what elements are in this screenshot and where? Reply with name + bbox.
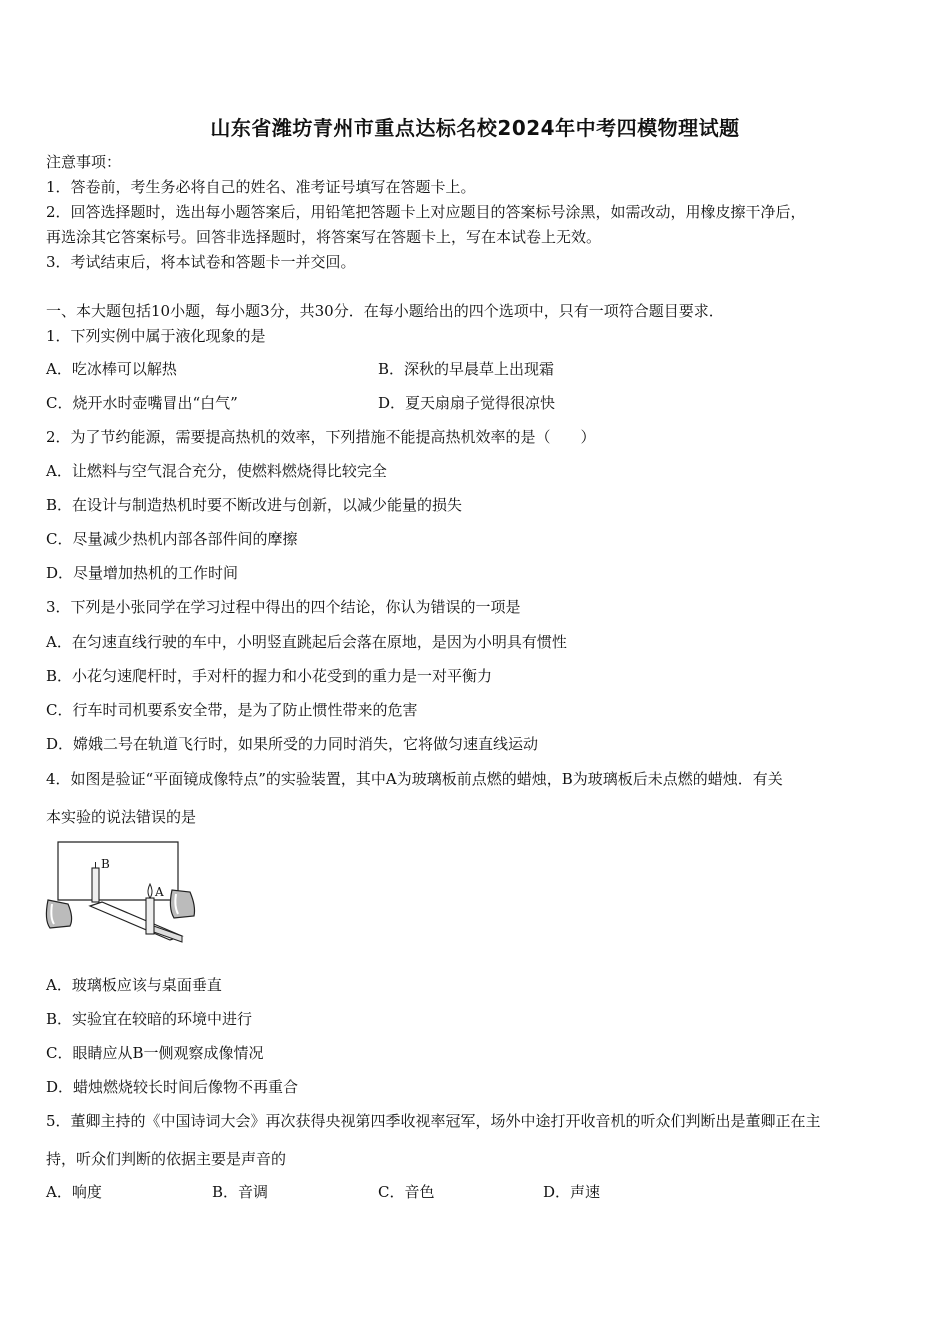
q1-option-a: A．吃冰棒可以解热 — [46, 360, 177, 378]
left-stand — [46, 900, 71, 928]
q5-stem-line-1: 5．董卿主持的《中国诗词大会》再次获得央视第四季收视率冠军，场外中途打开收音机的听众们判断出是董卿正在主 — [46, 1112, 821, 1130]
q2-stem: 2．为了节约能源，需要提高热机的效率，下列措施不能提高热机效率的是（ ） — [46, 428, 596, 446]
q1-option-b: B．深秋的早晨草上出现霜 — [378, 360, 555, 378]
q5-option-a: A．响度 — [46, 1183, 102, 1201]
q3-stem: 3．下列是小张同学在学习过程中得出的四个结论，你认为错误的一项是 — [46, 598, 521, 616]
q4-option-a: A．玻璃板应该与桌面垂直 — [46, 976, 222, 994]
q1-option-c: C．烧开水时壶嘴冒出“白气” — [46, 394, 238, 412]
q3-option-d: D．嫦娥二号在轨道飞行时，如果所受的力同时消失，它将做匀速直线运动 — [46, 735, 539, 753]
notice-heading: 注意事项： — [46, 153, 122, 171]
q3-option-b: B．小花匀速爬杆时，手对杆的握力和小花受到的重力是一对平衡力 — [46, 667, 493, 685]
notice-item-2: 2．回答选择题时，选出每小题答案后，用铅笔把答题卡上对应题目的答案标号涂黑，如需改动，用橡皮擦干净后， — [46, 203, 806, 221]
q3-option-a: A．在匀速直线行驶的车中，小明竖直跳起后会落在原地，是因为小明具有惯性 — [46, 633, 567, 651]
q2-option-d: D．尽量增加热机的工作时间 — [46, 564, 239, 582]
q4-option-d: D．蜡烛燃烧较长时间后像物不再重合 — [46, 1078, 299, 1096]
q5-stem-line-2: 持，听众们判断的依据主要是声音的 — [46, 1150, 287, 1168]
right-stand — [170, 890, 194, 918]
q2-option-a: A．让燃料与空气混合充分，使燃料燃烧得比较完全 — [46, 462, 387, 480]
q2-option-b: B．在设计与制造热机时要不断改进与创新，以减少能量的损失 — [46, 496, 463, 514]
q4-stem-line-1: 4．如图是验证“平面镜成像特点”的实验装置，其中A为玻璃板前点燃的蜡烛，B为玻璃板后未点燃的蜡烛．有关 — [46, 770, 783, 788]
q5-option-d: D．声速 — [543, 1183, 601, 1201]
q5-option-c: C．音色 — [378, 1183, 435, 1201]
q4-option-c: C．眼睛应从B一侧观察成像情况 — [46, 1044, 264, 1062]
section-heading: 一、本大题包括10小题，每小题3分，共30分．在每小题给出的四个选项中，只有一项符合题目要求． — [46, 302, 724, 320]
q4-stem-line-2: 本实验的说法错误的是 — [46, 808, 197, 826]
notice-item-1: 1．答卷前，考生务必将自己的姓名、准考证号填写在答题卡上。 — [46, 178, 476, 196]
exam-title: 山东省潍坊青州市重点达标名校2024年中考四模物理试题 — [210, 116, 740, 140]
label-b: B — [101, 857, 110, 871]
label-a: A — [155, 885, 164, 899]
q2-option-c: C．尽量减少热机内部各部件间的摩擦 — [46, 530, 298, 548]
mirror-experiment-figure — [40, 838, 200, 958]
q3-option-c: C．行车时司机要系安全带，是为了防止惯性带来的危害 — [46, 701, 418, 719]
q5-option-b: B．音调 — [212, 1183, 269, 1201]
q1-option-d: D．夏天扇扇子觉得很凉快 — [378, 394, 556, 412]
notice-item-3: 3．考试结束后，将本试卷和答题卡一并交回。 — [46, 253, 356, 271]
flame-icon — [148, 884, 152, 898]
candle-a — [146, 898, 154, 934]
candle-b — [92, 868, 99, 902]
q1-stem: 1．下列实例中属于液化现象的是 — [46, 327, 266, 345]
notice-item-2-cont: 再选涂其它答案标号。回答非选择题时，将答案写在答题卡上，写在本试卷上无效。 — [46, 228, 602, 246]
q4-option-b: B．实验宜在较暗的环境中进行 — [46, 1010, 253, 1028]
